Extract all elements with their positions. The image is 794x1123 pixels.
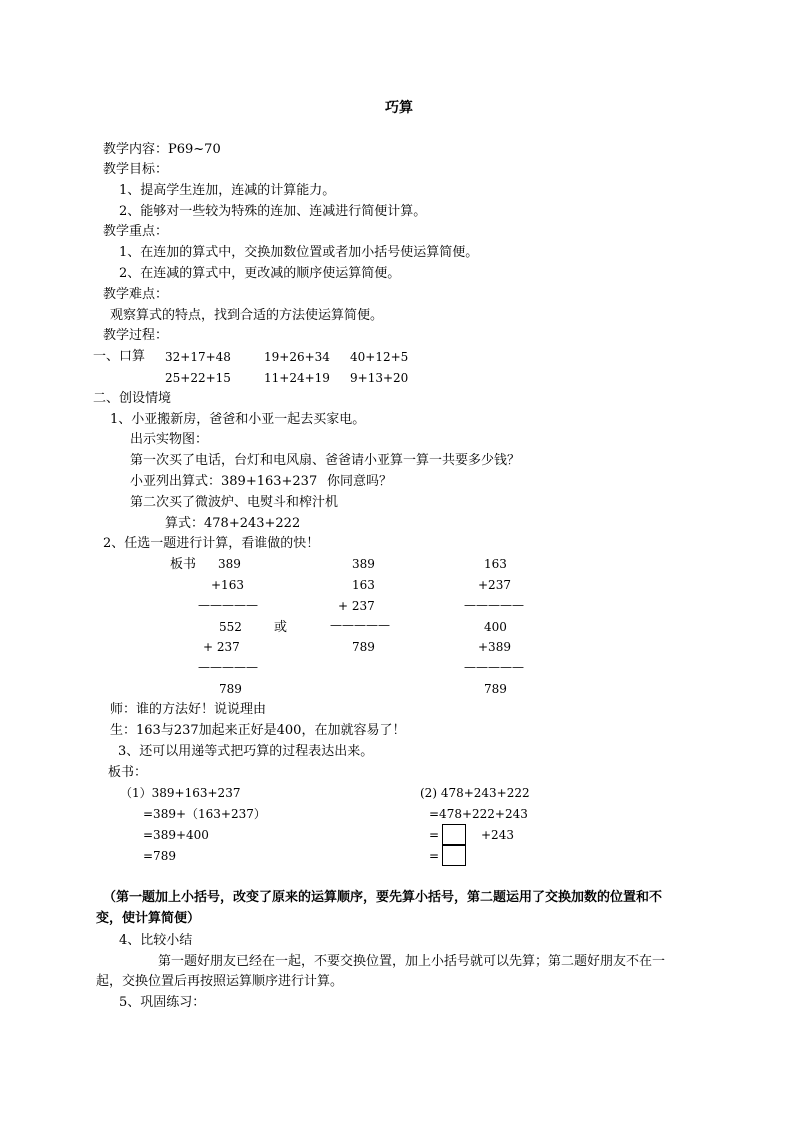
calc-rule: ————— xyxy=(330,618,390,632)
calc-number: 163 xyxy=(352,578,375,592)
note-line: （第一题加上小括号，改变了原来的运算顺序，要先算小括号，第二题运用了交换加数的位置和不 xyxy=(103,890,663,905)
calc-rule: ————— xyxy=(198,598,258,612)
goals-heading: 教学目标： xyxy=(103,162,169,177)
calc-rule: ————— xyxy=(464,598,524,612)
page-title: 巧算 xyxy=(385,100,413,116)
step-3: 3、还可以用递等式把巧算的过程表达出来。 xyxy=(118,744,374,759)
goal-item: 2、能够对一些较为特殊的连加、连减进行简便计算。 xyxy=(119,204,427,219)
student-line: 生：163与237加起来正好是400，在加就容易了！ xyxy=(110,723,406,738)
summary-line: 第一题好朋友已经在一起，不要交换位置，加上小括号就可以先算；第二题好朋友不在一 xyxy=(158,954,666,969)
oral-problem: 19+26+34 xyxy=(264,350,330,364)
difficulty-heading: 教学难点： xyxy=(103,287,169,302)
oral-label: 一、口算 xyxy=(93,349,146,364)
oral-problem: 40+12+5 xyxy=(350,350,409,364)
summary-line: 起，交换位置后再按照运算顺序进行计算。 xyxy=(96,974,344,989)
answer-blank-box xyxy=(442,845,466,866)
key-heading: 教学重点： xyxy=(103,224,169,239)
calc-result: 789 xyxy=(484,682,507,696)
calc-number: +389 xyxy=(478,640,511,654)
scenario-heading: 二、创设情境 xyxy=(93,391,172,406)
equation-equals: = xyxy=(429,849,440,863)
equation-line: (2) 478+243+222 xyxy=(420,786,530,800)
calc-number: 163 xyxy=(484,557,507,571)
key-item: 1、在连加的算式中，交换加数位置或者加小括号使运算简便。 xyxy=(119,245,479,260)
scenario-line: 出示实物图： xyxy=(130,432,209,447)
teacher-line: 师：谁的方法好！说说理由 xyxy=(110,702,267,717)
step-4: 4、比较小结 xyxy=(119,933,193,948)
scenario-line: 第二次买了微波炉、电熨斗和榨汁机 xyxy=(130,495,339,510)
calc-number: 389 xyxy=(218,557,241,571)
calc-number: + 237 xyxy=(338,599,375,613)
oral-problem: 25+22+15 xyxy=(165,371,231,385)
equation-equals: = xyxy=(429,828,440,842)
process-heading: 教学过程： xyxy=(103,328,169,343)
calc-rule: ————— xyxy=(464,660,524,674)
scenario-line: 小亚列出算式：389+163+237 xyxy=(130,474,318,489)
equation-line: =389+（163+237） xyxy=(143,807,266,821)
calc-result: 789 xyxy=(352,640,375,654)
calc-rule: ————— xyxy=(198,660,258,674)
scenario-line: 1、小亚搬新房，爸爸和小亚一起去买家电。 xyxy=(110,412,366,427)
scenario-line: 第一次买了电话，台灯和电风扇、爸爸请小亚算一算一共要多少钱？ xyxy=(130,453,521,468)
equation-term: +243 xyxy=(481,828,514,842)
calc-number: 552 xyxy=(219,620,242,634)
calc-number: 400 xyxy=(484,620,507,634)
or-label: 或 xyxy=(274,620,288,635)
calc-number: + 237 xyxy=(203,640,240,654)
board-label: 板书 xyxy=(170,557,197,572)
content-line: 教学内容：P69~70 xyxy=(103,142,221,157)
calc-number: +163 xyxy=(211,578,244,592)
board-2-label: 板书： xyxy=(108,765,148,780)
scenario-question: 你同意吗？ xyxy=(327,474,393,489)
calc-number: 389 xyxy=(352,557,375,571)
step-5: 5、巩固练习： xyxy=(119,995,206,1010)
oral-problem: 32+17+48 xyxy=(165,350,231,364)
oral-problem: 11+24+19 xyxy=(264,371,330,385)
key-item: 2、在连减的算式中，更改减的顺序使运算简便。 xyxy=(119,266,401,281)
equation-line: =789 xyxy=(143,849,176,863)
task-2: 2、任选一题进行计算，看谁做的快！ xyxy=(103,536,320,551)
scenario-formula: 算式：478+243+222 xyxy=(165,516,301,531)
calc-number: +237 xyxy=(478,578,511,592)
difficulty-item: 观察算式的特点，找到合适的方法使运算简便。 xyxy=(110,308,384,323)
goal-item: 1、提高学生连加，连减的计算能力。 xyxy=(119,183,336,198)
equation-line: =389+400 xyxy=(143,828,209,842)
equation-line: （1）389+163+237 xyxy=(120,786,241,800)
answer-blank-box xyxy=(442,824,466,845)
note-line: 变，使计算简便） xyxy=(96,911,201,926)
equation-line: =478+222+243 xyxy=(429,807,528,821)
oral-problem: 9+13+20 xyxy=(350,371,409,385)
calc-result: 789 xyxy=(219,682,242,696)
